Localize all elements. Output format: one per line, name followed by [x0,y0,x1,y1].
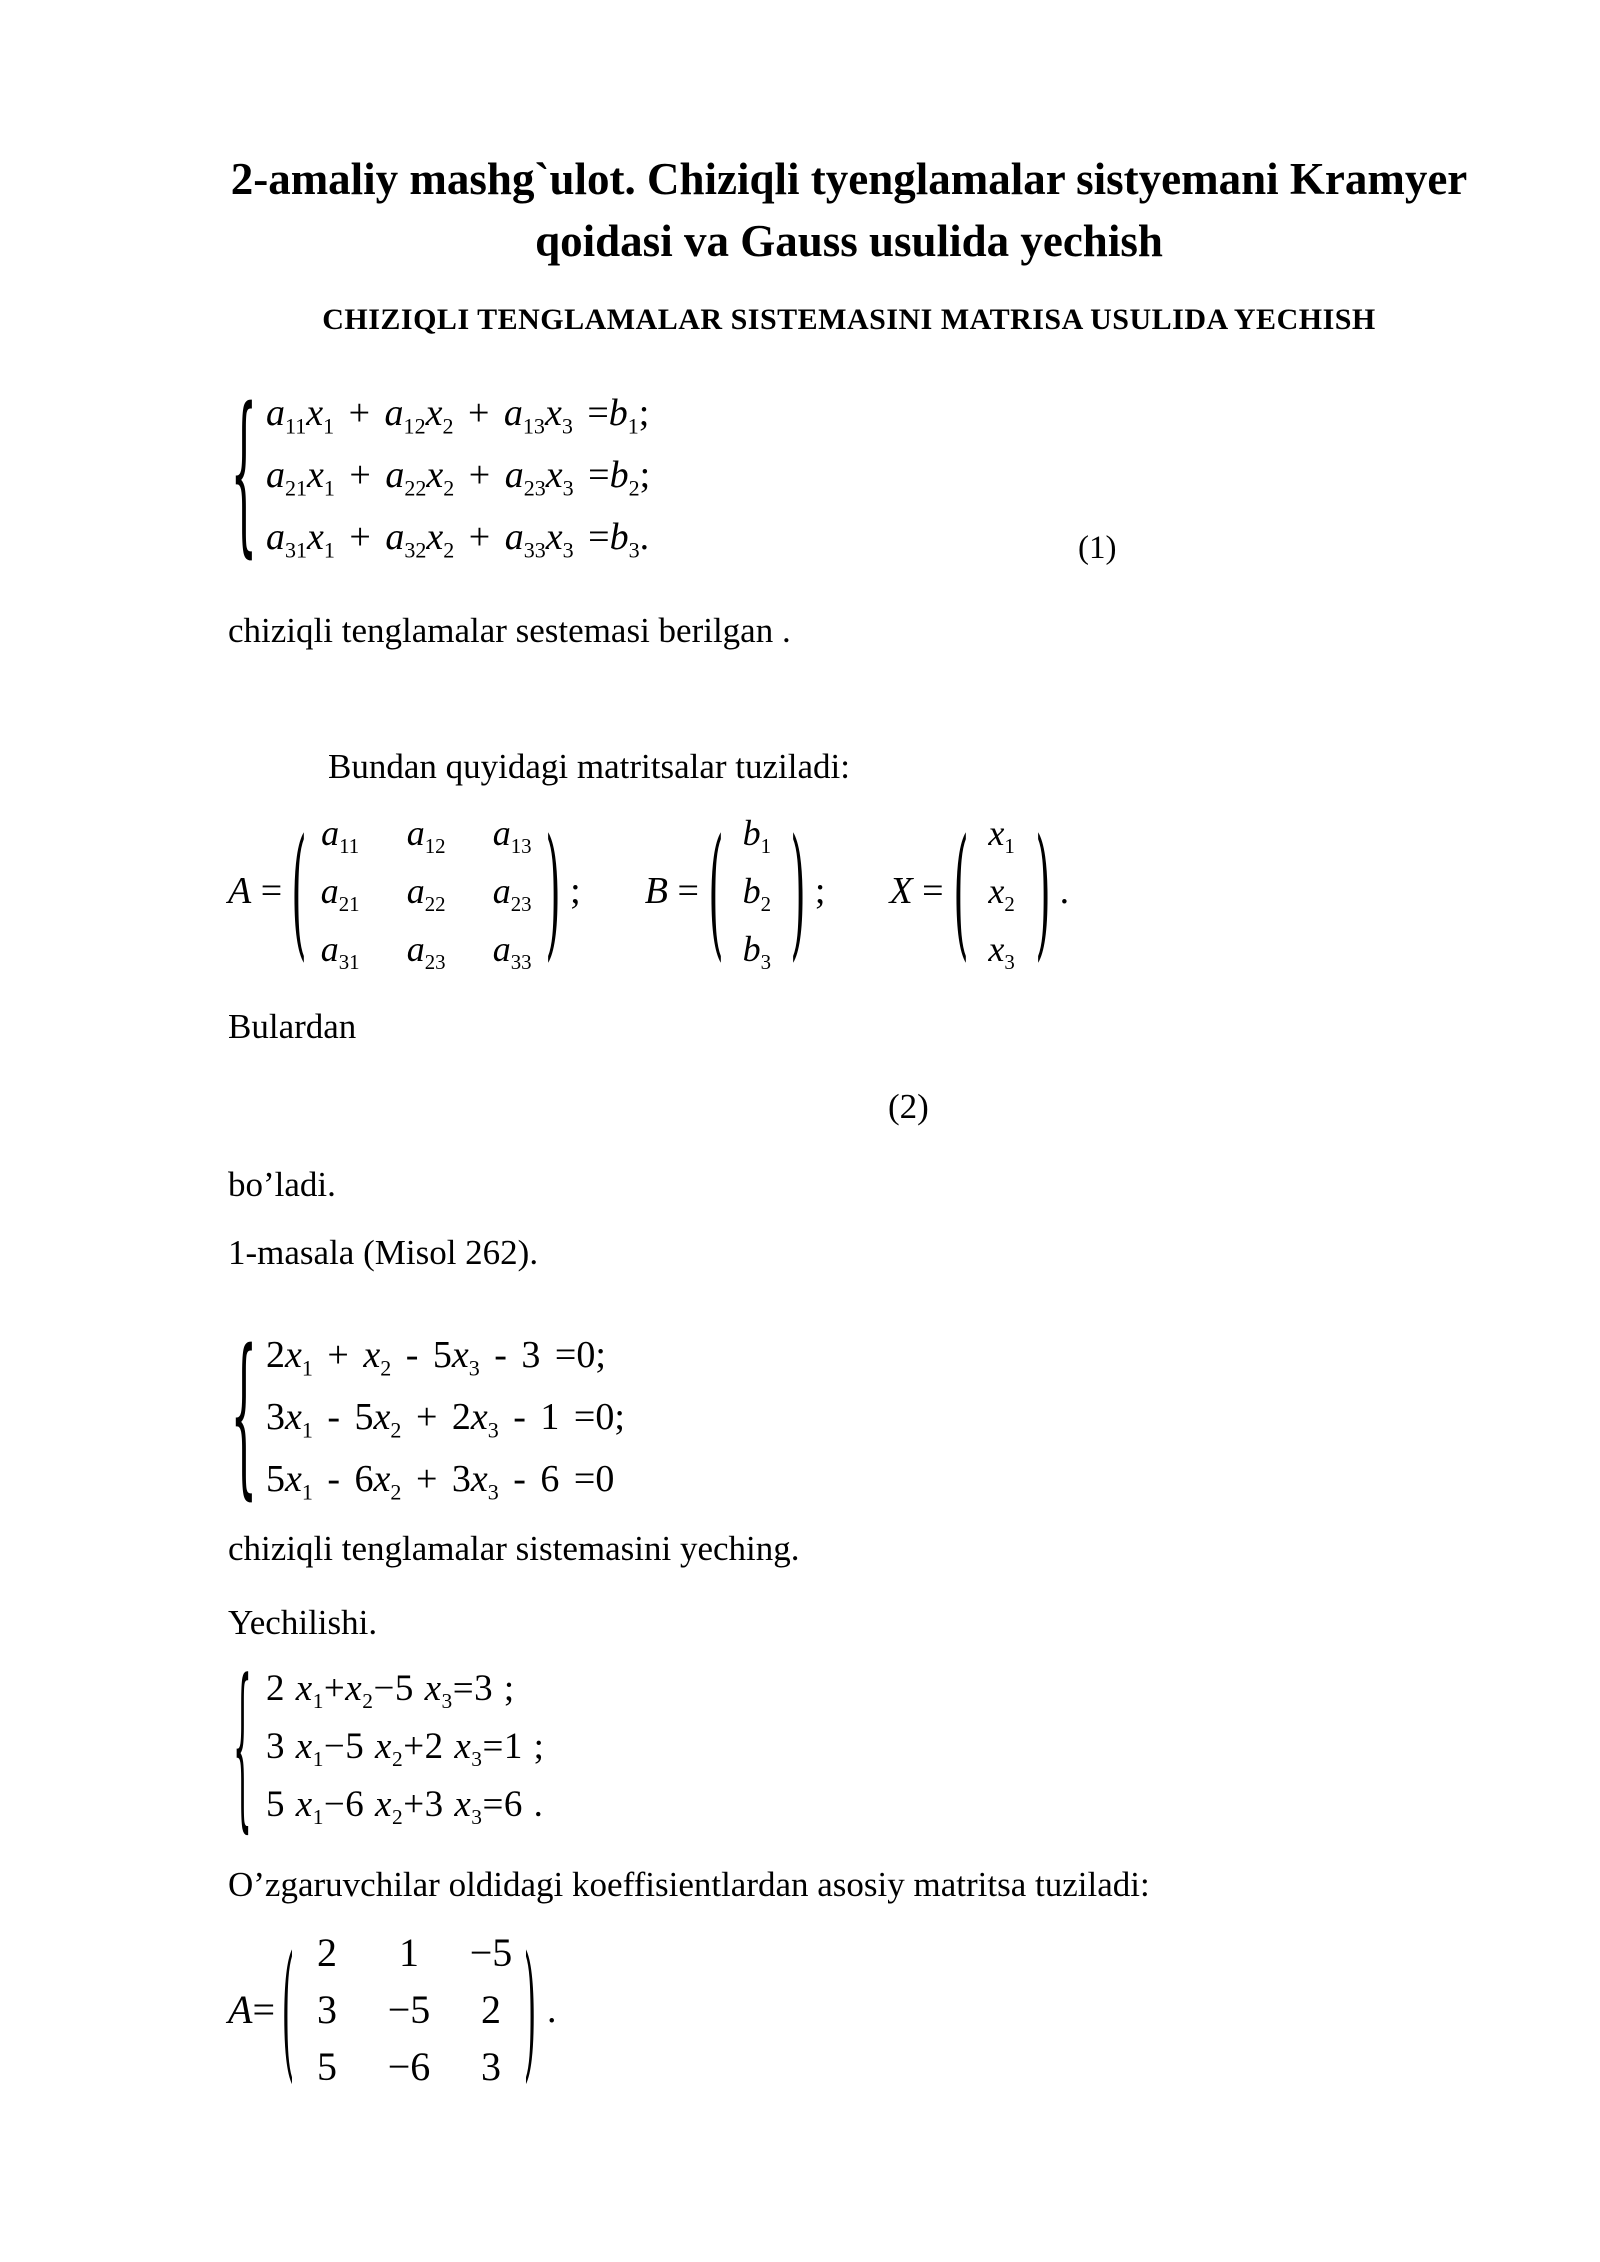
matrix-paren-left: ( [291,807,307,975]
page-title-line2: qoidasi va Gauss usulida yechish [535,216,1163,266]
matrix-cell: $a_{23}$ [406,929,446,974]
matrix-B-separator: ; [814,870,826,912]
equation-line: $a_{21}x_1 + a_{22}x_2 + a_{23}x_3 =b_2$; [266,454,651,501]
matrix-cell: $x_3$ [988,929,1015,974]
matrix-definition-X [889,804,1069,978]
matrix-definition-B [645,804,826,978]
matrix-cell: $a_{22}$ [406,871,446,916]
matrix-cell: 2 [481,1987,501,2032]
matrix-cell: $a_{21}$ [320,871,360,916]
matrix-cell: $a_{11}$ [321,813,360,858]
page-title-line1: 2-amaliy mashg`ulot. Chiziqli tyenglamalar sistyemani Kramyer [230,154,1468,204]
matrix-cell: $a_{23}$ [492,871,532,916]
paragraph-masala: 1-masala (Misol 262). [228,1233,539,1272]
paragraph-given: chiziqli tenglamalar sestemasi berilgan . [228,611,791,650]
equation-rows [254,1324,625,1510]
left-brace: { [230,374,258,576]
matrix-cell: −6 [387,2044,431,2089]
matrix-A2-grid [297,1924,521,2095]
equation-system-3 [228,1643,1470,1851]
equation-system-1-block [228,374,1470,576]
matrix-cell: $b_3$ [742,929,772,974]
left-brace: { [230,1316,258,1518]
matrix-paren-right: ) [545,807,561,975]
equation-rows [254,382,650,568]
equation-line: $2x_1 + x_2 - 5x_3 - 3 =0$; [266,1334,606,1381]
equation-system-3-block [228,1643,1470,1851]
equation-number-1: (1) [1078,530,1117,566]
matrix-cell: $b_2$ [742,871,772,916]
equation-line: 2 $x_1+x_2-5$ $x_3=3$ ; [266,1668,515,1714]
matrix-A2-period: . [547,1988,557,2031]
page-title [228,148,1470,272]
equation-number-2: (2) [888,1087,929,1126]
matrix-cell: $a_{12}$ [406,813,446,858]
paragraph-boladi: bo’ladi. [228,1165,336,1204]
matrix-cell: $x_2$ [988,871,1015,916]
left-brace: { [232,1643,252,1851]
matrix-paren-left: ( [708,807,724,975]
matrix-X-grid [970,804,1034,978]
matrix-paren-right: ) [790,807,806,975]
matrix-A-separator: ; [570,870,581,912]
equation-system-1 [228,374,1470,576]
section-subtitle: CHIZIQLI TENGLAMALAR SISTEMASINI MATRISA USULIDA YECHISH [322,303,1376,336]
matrix-cell: $a_{13}$ [492,813,532,858]
matrix-cell: $b_1$ [742,813,772,858]
equation-system-2 [228,1316,1470,1518]
paragraph-yeching: chiziqli tenglamalar sistemasini yeching. [228,1529,800,1568]
matrix-B-grid [725,804,789,978]
matrix-cell: $a_{31}$ [320,929,360,974]
matrix-paren-left: ( [952,807,969,975]
equation-line: $3x_1 - 5x_2 + 2x_3 - 1 =0$; [266,1396,625,1443]
matrix-A-label: A = [228,870,283,912]
matrix-A-grid [308,804,544,978]
matrix-cell: 3 [317,1987,337,2032]
matrix-cell: −5 [387,1987,431,2032]
equation-line: $5x_1 - 6x_2 + 3x_3 - 6 =0$ [266,1458,615,1505]
equation-rows [254,1660,544,1834]
matrix-B-label: B = [644,870,699,912]
paragraph-bundan: Bundan quyidagi matritsalar tuziladi: [328,747,850,786]
equation-line: 5 $x_1-6$ $x_2+3$ $x_3=6$ . [266,1784,544,1830]
paragraph-yechilishi: Yechilishi. [228,1603,378,1642]
equation-line: $a_{31}x_1 + a_{32}x_2 + a_{33}x_3 =b_3$. [266,516,650,563]
matrix-A2-label: A= [228,1987,275,2032]
matrix-paren-right: ) [1034,807,1051,975]
equation-system-2-block [228,1316,1470,1518]
equation-line: 3 $x_1-5$ $x_2+2$ $x_3=1$ ; [266,1726,545,1772]
matrix-A-numeric [228,1922,1470,2097]
matrix-cell: 3 [481,2044,501,2089]
matrix-definition-A [228,804,581,978]
matrix-X-separator: . [1059,870,1070,912]
matrix-X-label: X = [889,870,944,912]
matrix-cell: 1 [399,1930,419,1975]
equation-line: $a_{11}x_1 + a_{12}x_2 + a_{13}x_3 =b_1$; [266,392,650,439]
paragraph-bulardan: Bulardan [228,1007,357,1046]
matrix-paren-right: ) [523,1923,537,2096]
paragraph-ozgaruvchilar: O’zgaruvchilar oldidagi koeffisientlardan asosiy matritsa tuziladi: [228,1865,1150,1904]
matrix-cell: $x_1$ [988,813,1015,858]
matrix-cell: $a_{33}$ [492,929,532,974]
matrix-cell: 2 [317,1930,337,1975]
matrix-cell: 5 [317,2044,337,2089]
matrix-definitions-row [228,796,1470,986]
matrix-paren-left: ( [281,1923,295,2096]
matrix-cell: −5 [469,1930,513,1975]
